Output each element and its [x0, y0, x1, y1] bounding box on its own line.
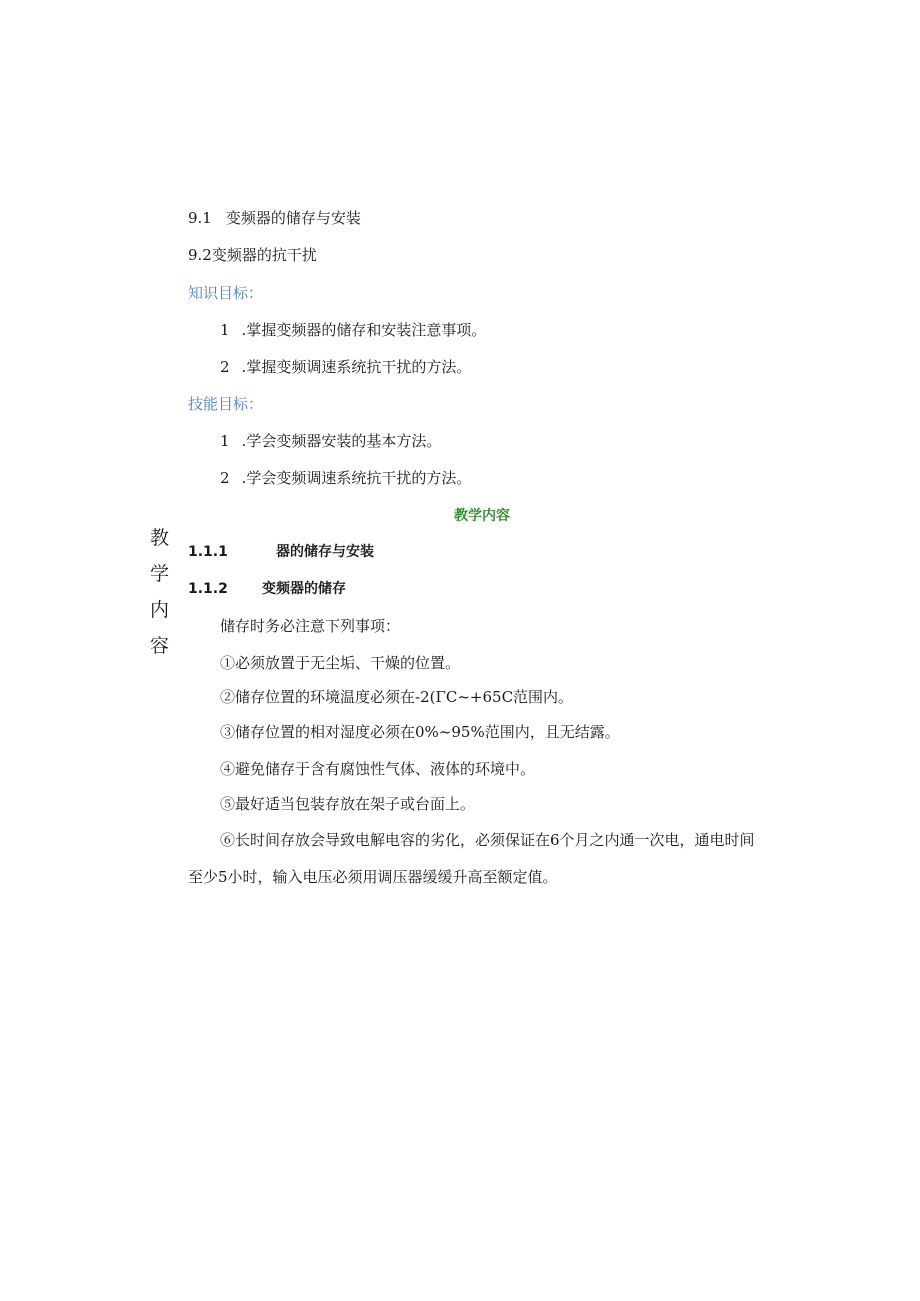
- storage-item-2: ②储存位置的环境温度必须在-2(ΓC~+65C范围内。: [220, 688, 574, 706]
- knowledge-item-1: [220, 320, 486, 340]
- storage-item-1: ①必须放置于无尘垢、干燥的位置。: [220, 654, 461, 672]
- side-label-char-2: 学: [150, 563, 170, 585]
- skill-objectives-label: 技能目标：: [188, 395, 264, 413]
- chapter-9-1: [188, 208, 361, 228]
- section-1-1-1: [188, 542, 374, 562]
- section-1-1-2-title: 变频器的储存: [262, 581, 346, 597]
- storage-item-3: ③储存位置的相对湿度必须在0%~95%范围内，且无结露。: [220, 723, 620, 741]
- knowledge-item-2-number: 2: [220, 358, 230, 376]
- section-1-1-2: [188, 579, 346, 599]
- teaching-content-heading: 教学内容: [454, 508, 510, 524]
- section-1-1-1-title: 器的储存与安装: [276, 544, 374, 560]
- skill-item-2-text: .学会变频调速系统抗干扰的方法。: [241, 469, 472, 487]
- skill-item-1-number: 1: [220, 432, 230, 450]
- section-1-1-1-number: 1.1.1: [188, 544, 228, 560]
- storage-intro: 储存时务必注意下列事项：: [220, 617, 401, 635]
- knowledge-objectives-label: 知识目标：: [188, 284, 264, 302]
- section-1-1-2-number: 1.1.2: [188, 581, 228, 597]
- storage-item-5: ⑤最好适当包装存放在架子或台面上。: [220, 795, 476, 813]
- knowledge-item-1-number: 1: [220, 321, 230, 339]
- knowledge-item-1-text: .掌握变频器的储存和安装注意事项。: [241, 321, 487, 339]
- storage-item-6-line-1: ⑥长时间存放会导致电解电容的劣化，必须保证在6个月之内通一次电，通电时间: [220, 831, 755, 849]
- skill-item-2: [220, 468, 471, 488]
- chapter-9-1-number: 9.1: [188, 209, 212, 227]
- chapter-9-1-title: 变频器的储存与安装: [225, 209, 361, 227]
- storage-item-4: ④避免储存于含有腐蚀性气体、液体的环境中。: [220, 760, 536, 778]
- skill-item-1: [220, 431, 441, 451]
- knowledge-item-2-text: .掌握变频调速系统抗干扰的方法。: [241, 358, 472, 376]
- chapter-9-2: 9.2变频器的抗干扰: [188, 246, 317, 264]
- skill-item-2-number: 2: [220, 469, 230, 487]
- skill-item-1-text: .学会变频器安装的基本方法。: [241, 432, 442, 450]
- knowledge-item-2: [220, 357, 471, 377]
- side-label-char-3: 内: [150, 599, 170, 621]
- storage-item-6-line-2: 至少5小时，输入电压必须用调压器缓缓升高至额定值。: [188, 868, 558, 886]
- side-label-char-4: 容: [150, 635, 170, 657]
- side-label-char-1: 教: [150, 527, 170, 549]
